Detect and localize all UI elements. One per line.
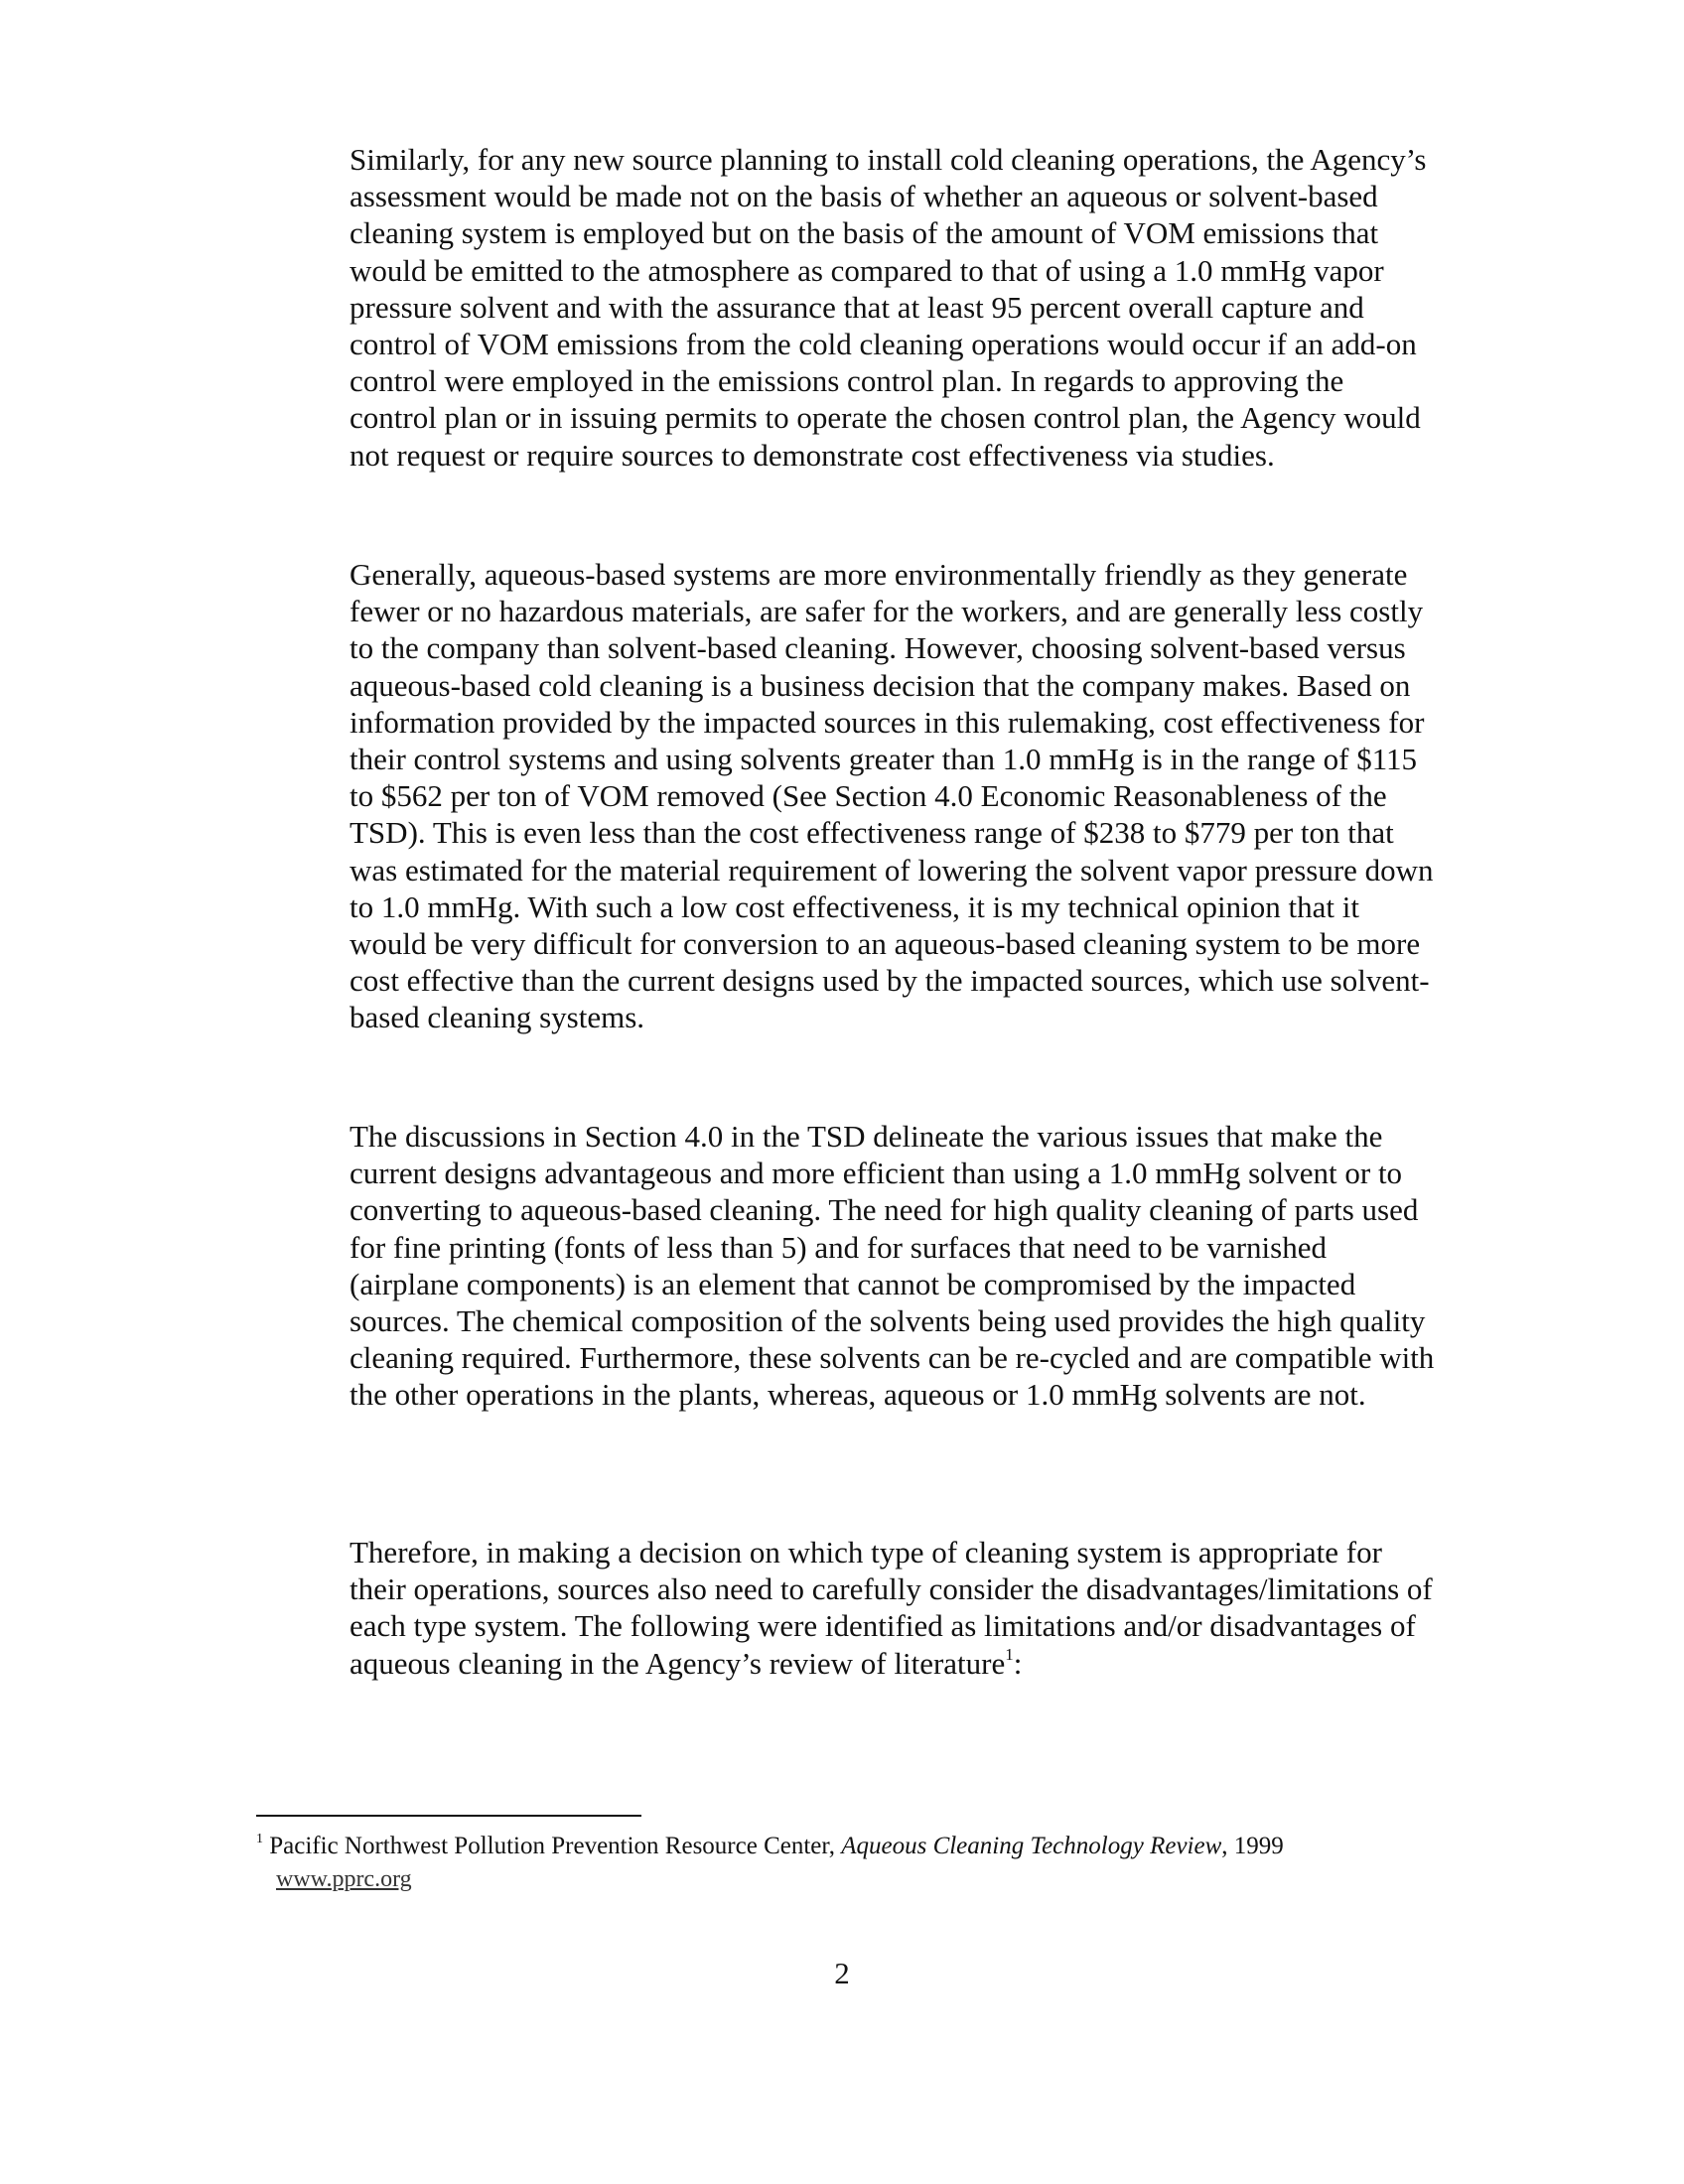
body-paragraph-4-tail: : [1013, 1645, 1023, 1681]
body-paragraph-3: The discussions in Section 4.0 in the TSD delineate the various issues that make the current designs advantageous and more efficient than using a 1.0 mmHg solvent or to converting to aqueous-based cleaning. The need for high quality cleaning of parts used for fine printing (fonts of less than 5) and for surfaces that need to be varnished (airplane components) is an element that cannot be compromised by the impacted sources. The chemical composition of the solvents being used provides the high quality cleaning required. Furthermore, these solvents can be re-cycled and are compatible with the other operations in the plants, whereas, aqueous or 1.0 mmHg solvents are not. [350, 1119, 1435, 1413]
footnote-text-before: Pacific Northwest Pollution Prevention Resource Center, [269, 1833, 842, 1859]
body-paragraph-2: Generally, aqueous-based systems are more environmentally friendly as they generate fewer or no hazardous materials, are safer for the workers, and are generally less costly to the company than solvent-based cleaning. However, choosing solvent-based versus aqueous-based cold cleaning is a business decision that the company makes. Based on information provided by the impacted sources in this rulemaking, cost effectiveness for their control systems and using solvents greater than 1.0 mmHg is in the range of $115 to $562 per ton of VOM removed (See Section 4.0 Economic Reasonableness of the TSD). This is even less than the cost effectiveness range of $238 to $779 per ton that was estimated for the material requirement of lowering the solvent vapor pressure down to 1.0 mmHg. With such a low cost effectiveness, it is my technical opinion that it would be very difficult for conversion to an aqueous-based cleaning system to be more cost effective than the current designs used by the impacted sources, which use solvent-based cleaning systems. [350, 557, 1434, 1035]
footnote [256, 1831, 1448, 1862]
footnote-reference: 1 [1005, 1644, 1014, 1664]
footnote-separator [256, 1815, 641, 1817]
footnote-text-after: , 1999 [1221, 1833, 1284, 1859]
page-number: 2 [834, 1956, 850, 1990]
footnote-title: Aqueous Cleaning Technology Review [841, 1833, 1222, 1859]
footnote-marker: 1 [256, 1832, 263, 1846]
body-paragraph-1: Similarly, for any new source planning to install cold cleaning operations, the Agency’s assessment would be made not on the basis of whether an aqueous or solvent-based cleaning system is employed but on the basis of the amount of VOM emissions that would be emitted to the atmosphere as compared to that of using a 1.0 mmHg vapor pressure solvent and with the assurance that at least 95 percent overall capture and control of VOM emissions from the cold cleaning operations would occur if an add-on control were employed in the emissions control plan. In regards to approving the control plan or in issuing permits to operate the chosen control plan, the Agency would not request or require sources to demonstrate cost effectiveness via studies. [350, 142, 1427, 473]
body-paragraph-4 [350, 1534, 1437, 1682]
footnote-url-link[interactable]: www.pprc.org [276, 1866, 412, 1892]
body-paragraph-4-text: Therefore, in making a decision on which type of cleaning system is appropriate for their operations, sources also need to carefully consider the disadvantages/limitations of each type system. The following were identified as limitations and/or disadvantages of aqueous cleaning in the Agency’s review of literature [350, 1535, 1433, 1681]
